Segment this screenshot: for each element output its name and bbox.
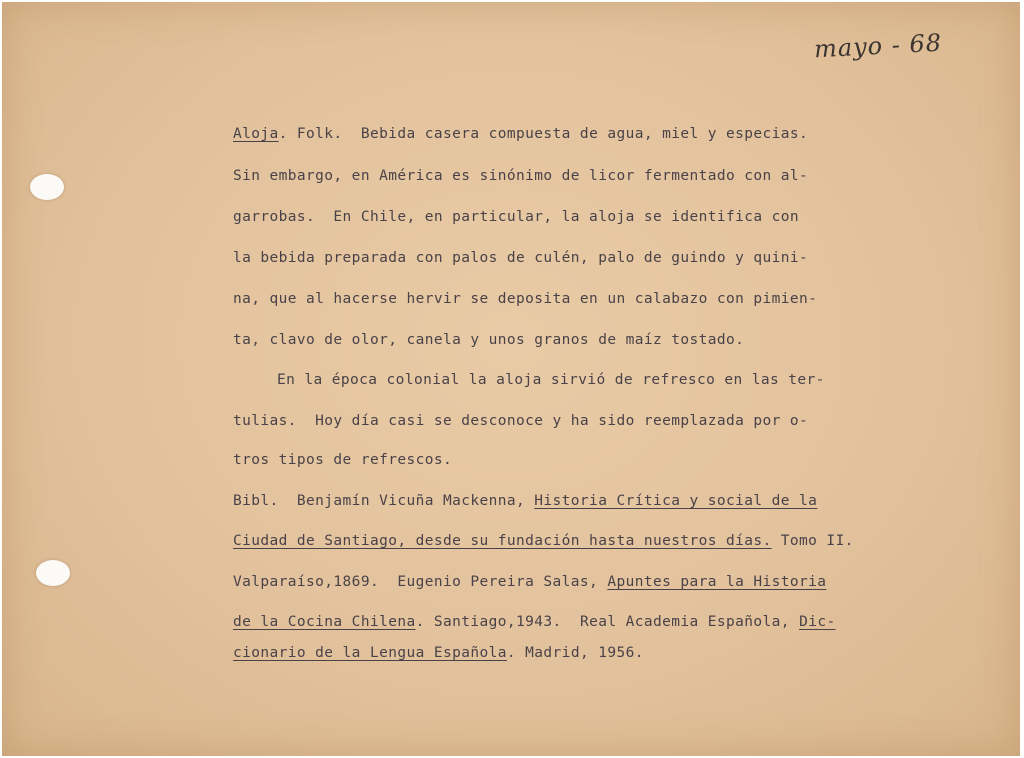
typed-line xyxy=(233,289,817,309)
typed-line xyxy=(233,124,808,144)
line-text: la bebida preparada con palos de culén, palo de guindo y quini- xyxy=(233,250,809,266)
typed-line xyxy=(233,612,836,632)
line-text: Valparaíso,1869. Eugenio Pereira Salas, xyxy=(233,574,608,590)
underlined-text: Historia Crítica y social de la xyxy=(534,493,818,509)
line-text: Bibl. Benjamín Vicuña Mackenna, xyxy=(233,493,535,509)
typed-line xyxy=(233,166,808,186)
line-text: Sin embargo, en América es sinónimo de licor fermentado con al- xyxy=(233,168,809,184)
underlined-text: Apuntes para la Historia xyxy=(607,574,827,590)
line-text: . Madrid, 1956. xyxy=(506,645,644,661)
underlined-text: Aloja xyxy=(233,126,279,142)
typed-line xyxy=(233,450,452,470)
underlined-text: cionario de la Lengua Española xyxy=(233,645,507,661)
underlined-text: Ciudad de Santiago, desde su fundación hasta nuestros días. xyxy=(233,533,772,549)
line-text: ta, clavo de olor, canela y unos granos de maíz tostado. xyxy=(233,332,745,348)
typed-line xyxy=(233,248,808,268)
underlined-text: Dic- xyxy=(799,614,836,630)
typed-line xyxy=(277,370,825,390)
line-text: tulias. Hoy día casi se desconoce y ha sido reemplazada por o- xyxy=(233,413,809,429)
line-text: tros tipos de refrescos. xyxy=(233,452,453,468)
typed-line xyxy=(233,207,799,227)
handwritten-date-note: mayo - 68 xyxy=(813,28,943,64)
typed-index-card xyxy=(2,2,1020,756)
line-text: garrobas. En Chile, en particular, la aloja se identifica con xyxy=(233,209,800,225)
line-text: . Santiago,1943. Real Academia Española, xyxy=(415,614,800,630)
typed-line xyxy=(233,330,744,350)
line-text: na, que al hacerse hervir se deposita en un calabazo con pimien- xyxy=(233,291,818,307)
underlined-text: de la Cocina Chilena xyxy=(233,614,416,630)
typed-line xyxy=(233,643,644,663)
punch-hole xyxy=(36,560,70,586)
typed-line xyxy=(233,531,854,551)
typed-line xyxy=(233,491,817,511)
line-text: . Folk. Bebida casera compuesta de agua, miel y especias. xyxy=(278,126,809,142)
typed-line xyxy=(233,411,808,431)
line-text: En la época colonial la aloja sirvió de refresco en las ter- xyxy=(277,372,825,388)
typed-line xyxy=(233,572,826,592)
line-text: Tomo II. xyxy=(771,533,854,549)
punch-hole xyxy=(30,174,64,200)
